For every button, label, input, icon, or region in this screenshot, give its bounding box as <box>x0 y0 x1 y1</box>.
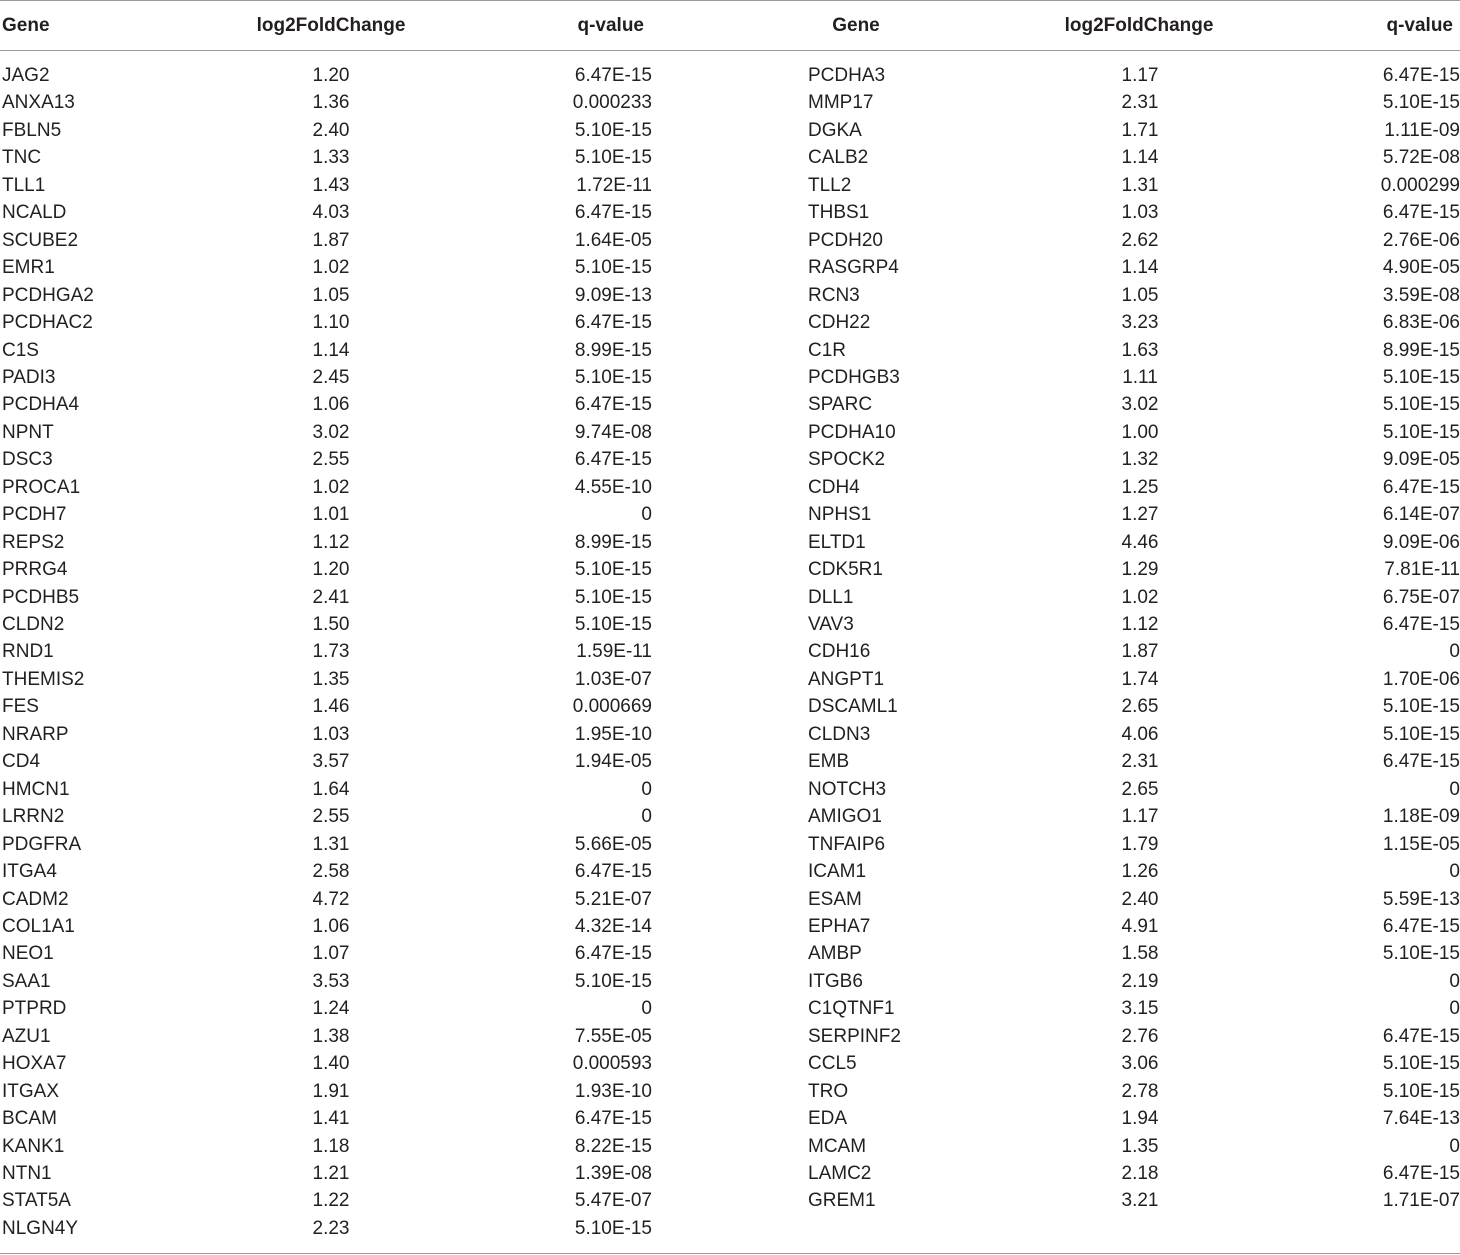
left-log2foldchange-cell: 1.20 <box>312 559 350 580</box>
left-log2foldchange-cell: 1.33 <box>312 147 350 168</box>
left-log2foldchange-cell: 2.40 <box>312 120 350 141</box>
left-gene-cell: PCDHA4 <box>2 394 80 415</box>
left-q-value-cell: 1.59E-11 <box>576 641 652 662</box>
left-log2foldchange-cell: 1.18 <box>312 1136 350 1157</box>
left-log2foldchange-cell: 1.06 <box>312 916 350 937</box>
right-q-value-cell: 5.10E-15 <box>1382 1081 1460 1102</box>
left-gene-cell: PCDH7 <box>2 504 67 525</box>
right-q-value-cell: 0 <box>1449 1136 1460 1157</box>
left-gene-cell: LRRN2 <box>2 806 65 827</box>
right-header-q-value: q-value <box>1386 15 1453 36</box>
right-log2foldchange-cell: 1.03 <box>1121 202 1159 223</box>
right-gene-cell: NPHS1 <box>808 504 872 525</box>
right-q-value-cell: 0 <box>1449 998 1460 1019</box>
left-log2foldchange-cell: 1.02 <box>312 477 350 498</box>
right-q-value-cell: 1.70E-06 <box>1382 669 1460 690</box>
left-q-value-cell: 1.72E-11 <box>576 175 652 196</box>
left-log2foldchange-cell: 1.73 <box>312 641 350 662</box>
left-log2foldchange-cell: 1.22 <box>312 1190 350 1211</box>
right-gene-cell: DGKA <box>808 120 862 141</box>
right-header-log2foldchange: log2FoldChange <box>1064 15 1214 36</box>
right-q-value-cell: 0 <box>1449 971 1460 992</box>
left-log2foldchange-cell: 1.06 <box>312 394 350 415</box>
right-log2foldchange-cell: 1.02 <box>1121 587 1159 608</box>
right-q-value-cell: 9.09E-05 <box>1382 449 1460 470</box>
right-q-value-cell: 5.10E-15 <box>1382 394 1460 415</box>
left-q-value-cell: 5.10E-15 <box>574 971 652 992</box>
left-q-value-cell: 1.95E-10 <box>574 724 652 745</box>
right-gene-cell: CDH22 <box>808 312 871 333</box>
right-log2foldchange-cell: 2.31 <box>1121 751 1159 772</box>
right-q-value-cell: 0 <box>1449 779 1460 800</box>
left-log2foldchange-cell: 2.23 <box>312 1218 350 1239</box>
left-gene-cell: JAG2 <box>2 65 50 86</box>
right-log2foldchange-cell: 1.63 <box>1121 340 1159 361</box>
left-gene-cell: EMR1 <box>2 257 55 278</box>
right-log2foldchange-cell: 1.94 <box>1121 1108 1159 1129</box>
right-gene-cell: MCAM <box>808 1136 867 1157</box>
left-q-value-cell: 8.99E-15 <box>574 340 652 361</box>
left-gene-cell: CD4 <box>2 751 41 772</box>
right-gene-cell: RASGRP4 <box>808 257 899 278</box>
left-log2foldchange-cell: 1.07 <box>312 943 350 964</box>
right-q-value-cell: 1.15E-05 <box>1382 834 1460 855</box>
right-log2foldchange-cell: 2.65 <box>1121 779 1159 800</box>
right-gene-cell: CDH16 <box>808 641 871 662</box>
left-q-value-cell: 0 <box>641 779 652 800</box>
left-q-value-cell: 6.47E-15 <box>574 1108 652 1129</box>
left-gene-cell: AZU1 <box>2 1026 51 1047</box>
left-log2foldchange-cell: 1.50 <box>312 614 350 635</box>
left-log2foldchange-cell: 1.41 <box>312 1108 350 1129</box>
left-gene-cell: FBLN5 <box>2 120 62 141</box>
left-log2foldchange-cell: 1.21 <box>312 1163 350 1184</box>
table-bottom-rule <box>0 1253 1460 1254</box>
right-gene-cell: CCL5 <box>808 1053 857 1074</box>
left-gene-cell: PROCA1 <box>2 477 81 498</box>
left-q-value-cell: 1.93E-10 <box>574 1081 652 1102</box>
right-q-value-cell: 5.10E-15 <box>1382 1053 1460 1074</box>
right-gene-cell: VAV3 <box>808 614 854 635</box>
left-q-value-cell: 4.32E-14 <box>574 916 652 937</box>
header-rule <box>0 50 1460 51</box>
left-q-value-cell: 6.47E-15 <box>574 312 652 333</box>
left-header-log2foldchange: log2FoldChange <box>256 15 406 36</box>
right-q-value-cell: 6.14E-07 <box>1382 504 1460 525</box>
right-log2foldchange-cell: 2.18 <box>1121 1163 1159 1184</box>
right-log2foldchange-cell: 1.17 <box>1121 806 1159 827</box>
right-log2foldchange-cell: 2.62 <box>1121 230 1159 251</box>
right-log2foldchange-cell: 1.26 <box>1121 861 1159 882</box>
left-log2foldchange-cell: 2.41 <box>312 587 350 608</box>
left-gene-cell: NTN1 <box>2 1163 52 1184</box>
left-log2foldchange-cell: 3.53 <box>312 971 350 992</box>
right-q-value-cell: 5.10E-15 <box>1382 943 1460 964</box>
right-q-value-cell: 5.10E-15 <box>1382 422 1460 443</box>
left-gene-cell: STAT5A <box>2 1190 71 1211</box>
right-log2foldchange-cell: 1.25 <box>1121 477 1159 498</box>
left-log2foldchange-cell: 1.02 <box>312 257 350 278</box>
left-gene-cell: NPNT <box>2 422 54 443</box>
right-gene-cell: AMIGO1 <box>808 806 882 827</box>
left-header-gene: Gene <box>2 15 50 36</box>
right-q-value-cell: 6.75E-07 <box>1382 587 1460 608</box>
right-q-value-cell: 2.76E-06 <box>1382 230 1460 251</box>
right-q-value-cell: 5.10E-15 <box>1382 92 1460 113</box>
right-log2foldchange-cell: 1.74 <box>1121 669 1159 690</box>
left-gene-cell: NLGN4Y <box>2 1218 79 1239</box>
left-gene-cell: PDGFRA <box>2 834 82 855</box>
left-q-value-cell: 5.66E-05 <box>574 834 652 855</box>
left-q-value-cell: 0 <box>641 806 652 827</box>
left-gene-cell: HMCN1 <box>2 779 70 800</box>
left-gene-cell: KANK1 <box>2 1136 65 1157</box>
right-gene-cell: ELTD1 <box>808 532 866 553</box>
left-log2foldchange-cell: 4.72 <box>312 889 350 910</box>
right-q-value-cell: 6.47E-15 <box>1382 202 1460 223</box>
left-gene-cell: PCDHAC2 <box>2 312 93 333</box>
right-gene-cell: LAMC2 <box>808 1163 872 1184</box>
right-q-value-cell: 6.47E-15 <box>1382 1163 1460 1184</box>
right-q-value-cell: 5.59E-13 <box>1382 889 1460 910</box>
left-q-value-cell: 6.47E-15 <box>574 943 652 964</box>
left-log2foldchange-cell: 3.57 <box>312 751 350 772</box>
left-log2foldchange-cell: 2.58 <box>312 861 350 882</box>
right-gene-cell: RCN3 <box>808 285 860 306</box>
right-q-value-cell: 4.90E-05 <box>1382 257 1460 278</box>
right-gene-cell: TNFAIP6 <box>808 834 886 855</box>
right-gene-cell: PCDHA3 <box>808 65 886 86</box>
right-gene-cell: C1R <box>808 340 847 361</box>
right-gene-cell: TLL2 <box>808 175 852 196</box>
right-q-value-cell: 7.64E-13 <box>1382 1108 1460 1129</box>
left-gene-cell: PRRG4 <box>2 559 68 580</box>
right-log2foldchange-cell: 2.31 <box>1121 92 1159 113</box>
right-q-value-cell: 8.99E-15 <box>1382 340 1460 361</box>
right-gene-cell: GREM1 <box>808 1190 876 1211</box>
left-log2foldchange-cell: 1.12 <box>312 532 350 553</box>
left-q-value-cell: 5.47E-07 <box>574 1190 652 1211</box>
left-header-q-value: q-value <box>577 15 644 36</box>
right-q-value-cell: 1.11E-09 <box>1384 120 1460 141</box>
left-q-value-cell: 0 <box>641 998 652 1019</box>
right-log2foldchange-cell: 2.19 <box>1121 971 1159 992</box>
right-log2foldchange-cell: 1.87 <box>1121 641 1159 662</box>
left-gene-cell: PCDHB5 <box>2 587 80 608</box>
right-gene-cell: THBS1 <box>808 202 870 223</box>
left-gene-cell: TNC <box>2 147 42 168</box>
right-log2foldchange-cell: 4.91 <box>1121 916 1159 937</box>
right-log2foldchange-cell: 2.78 <box>1121 1081 1159 1102</box>
right-gene-cell: SERPINF2 <box>808 1026 901 1047</box>
right-q-value-cell: 6.83E-06 <box>1382 312 1460 333</box>
right-q-value-cell: 5.10E-15 <box>1382 696 1460 717</box>
left-log2foldchange-cell: 1.03 <box>312 724 350 745</box>
right-q-value-cell: 0.000299 <box>1380 175 1460 196</box>
left-q-value-cell: 6.47E-15 <box>574 449 652 470</box>
right-log2foldchange-cell: 1.11 <box>1122 367 1158 388</box>
right-log2foldchange-cell: 3.06 <box>1121 1053 1159 1074</box>
left-log2foldchange-cell: 1.87 <box>312 230 350 251</box>
right-log2foldchange-cell: 1.05 <box>1121 285 1159 306</box>
right-log2foldchange-cell: 1.14 <box>1121 147 1159 168</box>
left-q-value-cell: 8.99E-15 <box>574 532 652 553</box>
left-log2foldchange-cell: 1.10 <box>312 312 350 333</box>
left-log2foldchange-cell: 1.20 <box>312 65 350 86</box>
right-gene-cell: PCDHGB3 <box>808 367 900 388</box>
right-gene-cell: AMBP <box>808 943 862 964</box>
right-gene-cell: ESAM <box>808 889 862 910</box>
right-log2foldchange-cell: 1.17 <box>1121 65 1159 86</box>
left-q-value-cell: 8.22E-15 <box>574 1136 652 1157</box>
left-log2foldchange-cell: 4.03 <box>312 202 350 223</box>
left-q-value-cell: 5.21E-07 <box>574 889 652 910</box>
left-log2foldchange-cell: 1.91 <box>312 1081 350 1102</box>
left-gene-cell: PTPRD <box>2 998 67 1019</box>
left-gene-cell: ITGAX <box>2 1081 60 1102</box>
left-q-value-cell: 1.39E-08 <box>574 1163 652 1184</box>
left-q-value-cell: 1.03E-07 <box>574 669 652 690</box>
right-log2foldchange-cell: 1.12 <box>1121 614 1159 635</box>
right-q-value-cell: 0 <box>1449 861 1460 882</box>
left-log2foldchange-cell: 1.01 <box>312 504 350 525</box>
left-q-value-cell: 0.000593 <box>572 1053 652 1074</box>
right-q-value-cell: 7.81E-11 <box>1384 559 1460 580</box>
right-gene-cell: MMP17 <box>808 92 874 113</box>
left-q-value-cell: 0 <box>641 504 652 525</box>
left-gene-cell: HOXA7 <box>2 1053 67 1074</box>
left-gene-cell: NRARP <box>2 724 69 745</box>
left-gene-cell: C1S <box>2 340 39 361</box>
right-q-value-cell: 6.47E-15 <box>1382 751 1460 772</box>
left-gene-cell: FES <box>2 696 39 717</box>
left-q-value-cell: 5.10E-15 <box>574 147 652 168</box>
left-q-value-cell: 6.47E-15 <box>574 394 652 415</box>
right-q-value-cell: 5.10E-15 <box>1382 367 1460 388</box>
right-log2foldchange-cell: 4.06 <box>1121 724 1159 745</box>
left-q-value-cell: 5.10E-15 <box>574 587 652 608</box>
left-q-value-cell: 5.10E-15 <box>574 257 652 278</box>
right-q-value-cell: 6.47E-15 <box>1382 65 1460 86</box>
left-q-value-cell: 6.47E-15 <box>574 202 652 223</box>
right-gene-cell: CDK5R1 <box>808 559 883 580</box>
left-log2foldchange-cell: 1.14 <box>312 340 350 361</box>
right-gene-cell: PCDHA10 <box>808 422 896 443</box>
right-header-gene: Gene <box>832 15 880 36</box>
left-log2foldchange-cell: 2.55 <box>312 806 350 827</box>
left-q-value-cell: 5.10E-15 <box>574 614 652 635</box>
right-log2foldchange-cell: 1.35 <box>1121 1136 1159 1157</box>
left-log2foldchange-cell: 3.02 <box>312 422 350 443</box>
left-gene-cell: SAA1 <box>2 971 51 992</box>
left-gene-cell: ANXA13 <box>2 92 75 113</box>
left-log2foldchange-cell: 2.45 <box>312 367 350 388</box>
right-log2foldchange-cell: 1.00 <box>1121 422 1159 443</box>
right-q-value-cell: 5.72E-08 <box>1382 147 1460 168</box>
left-q-value-cell: 5.10E-15 <box>574 120 652 141</box>
left-q-value-cell: 5.10E-15 <box>574 559 652 580</box>
right-gene-cell: SPARC <box>808 394 873 415</box>
right-q-value-cell: 1.18E-09 <box>1382 806 1460 827</box>
left-gene-cell: NCALD <box>2 202 67 223</box>
left-log2foldchange-cell: 1.31 <box>312 834 350 855</box>
right-gene-cell: EDA <box>808 1108 848 1129</box>
right-log2foldchange-cell: 3.02 <box>1121 394 1159 415</box>
right-q-value-cell: 9.09E-06 <box>1382 532 1460 553</box>
table-top-rule <box>0 0 1460 1</box>
left-log2foldchange-cell: 1.43 <box>312 175 350 196</box>
right-log2foldchange-cell: 1.14 <box>1121 257 1159 278</box>
left-q-value-cell: 7.55E-05 <box>574 1026 652 1047</box>
right-gene-cell: ICAM1 <box>808 861 867 882</box>
right-gene-cell: EPHA7 <box>808 916 871 937</box>
right-log2foldchange-cell: 1.58 <box>1121 943 1159 964</box>
right-gene-cell: NOTCH3 <box>808 779 887 800</box>
left-gene-cell: DSC3 <box>2 449 53 470</box>
right-q-value-cell: 3.59E-08 <box>1382 285 1460 306</box>
left-q-value-cell: 5.10E-15 <box>574 367 652 388</box>
right-q-value-cell: 0 <box>1449 641 1460 662</box>
right-gene-cell: DSCAML1 <box>808 696 898 717</box>
left-log2foldchange-cell: 1.40 <box>312 1053 350 1074</box>
right-q-value-cell: 6.47E-15 <box>1382 614 1460 635</box>
left-q-value-cell: 1.64E-05 <box>574 230 652 251</box>
left-q-value-cell: 1.94E-05 <box>574 751 652 772</box>
left-q-value-cell: 9.74E-08 <box>574 422 652 443</box>
right-q-value-cell: 6.47E-15 <box>1382 916 1460 937</box>
left-q-value-cell: 0.000669 <box>572 696 652 717</box>
right-q-value-cell: 6.47E-15 <box>1382 477 1460 498</box>
left-gene-cell: PADI3 <box>2 367 56 388</box>
right-log2foldchange-cell: 4.46 <box>1121 532 1159 553</box>
left-gene-cell: CADM2 <box>2 889 69 910</box>
right-q-value-cell: 5.10E-15 <box>1382 724 1460 745</box>
left-log2foldchange-cell: 2.55 <box>312 449 350 470</box>
left-gene-cell: RND1 <box>2 641 54 662</box>
right-gene-cell: ANGPT1 <box>808 669 885 690</box>
left-q-value-cell: 6.47E-15 <box>574 65 652 86</box>
right-gene-cell: SPOCK2 <box>808 449 886 470</box>
right-log2foldchange-cell: 1.71 <box>1121 120 1159 141</box>
left-q-value-cell: 4.55E-10 <box>574 477 652 498</box>
right-gene-cell: EMB <box>808 751 850 772</box>
right-log2foldchange-cell: 3.23 <box>1121 312 1159 333</box>
right-log2foldchange-cell: 2.65 <box>1121 696 1159 717</box>
right-log2foldchange-cell: 1.32 <box>1121 449 1159 470</box>
right-q-value-cell: 6.47E-15 <box>1382 1026 1460 1047</box>
left-log2foldchange-cell: 1.64 <box>312 779 350 800</box>
right-gene-cell: CLDN3 <box>808 724 871 745</box>
left-q-value-cell: 6.47E-15 <box>574 861 652 882</box>
right-gene-cell: PCDH20 <box>808 230 883 251</box>
left-log2foldchange-cell: 1.36 <box>312 92 350 113</box>
right-log2foldchange-cell: 3.15 <box>1121 998 1159 1019</box>
right-log2foldchange-cell: 1.27 <box>1121 504 1159 525</box>
right-log2foldchange-cell: 1.29 <box>1121 559 1159 580</box>
left-log2foldchange-cell: 1.46 <box>312 696 350 717</box>
left-gene-cell: BCAM <box>2 1108 57 1129</box>
right-log2foldchange-cell: 1.31 <box>1121 175 1159 196</box>
right-gene-cell: ITGB6 <box>808 971 863 992</box>
right-gene-cell: C1QTNF1 <box>808 998 895 1019</box>
left-gene-cell: CLDN2 <box>2 614 65 635</box>
right-log2foldchange-cell: 2.76 <box>1121 1026 1159 1047</box>
left-log2foldchange-cell: 1.35 <box>312 669 350 690</box>
right-log2foldchange-cell: 3.21 <box>1121 1190 1159 1211</box>
right-log2foldchange-cell: 1.79 <box>1121 834 1159 855</box>
left-gene-cell: REPS2 <box>2 532 65 553</box>
left-q-value-cell: 5.10E-15 <box>574 1218 652 1239</box>
left-log2foldchange-cell: 1.05 <box>312 285 350 306</box>
right-q-value-cell: 1.71E-07 <box>1382 1190 1460 1211</box>
right-gene-cell: CALB2 <box>808 147 869 168</box>
left-gene-cell: SCUBE2 <box>2 230 79 251</box>
left-q-value-cell: 0.000233 <box>572 92 652 113</box>
right-gene-cell: TRO <box>808 1081 849 1102</box>
right-gene-cell: CDH4 <box>808 477 860 498</box>
left-q-value-cell: 9.09E-13 <box>574 285 652 306</box>
right-log2foldchange-cell: 2.40 <box>1121 889 1159 910</box>
left-log2foldchange-cell: 1.24 <box>312 998 350 1019</box>
left-gene-cell: NEO1 <box>2 943 54 964</box>
left-gene-cell: TLL1 <box>2 175 46 196</box>
right-gene-cell: DLL1 <box>808 587 854 608</box>
left-gene-cell: THEMIS2 <box>2 669 85 690</box>
left-log2foldchange-cell: 1.38 <box>312 1026 350 1047</box>
left-gene-cell: COL1A1 <box>2 916 75 937</box>
left-gene-cell: ITGA4 <box>2 861 57 882</box>
left-gene-cell: PCDHGA2 <box>2 285 94 306</box>
